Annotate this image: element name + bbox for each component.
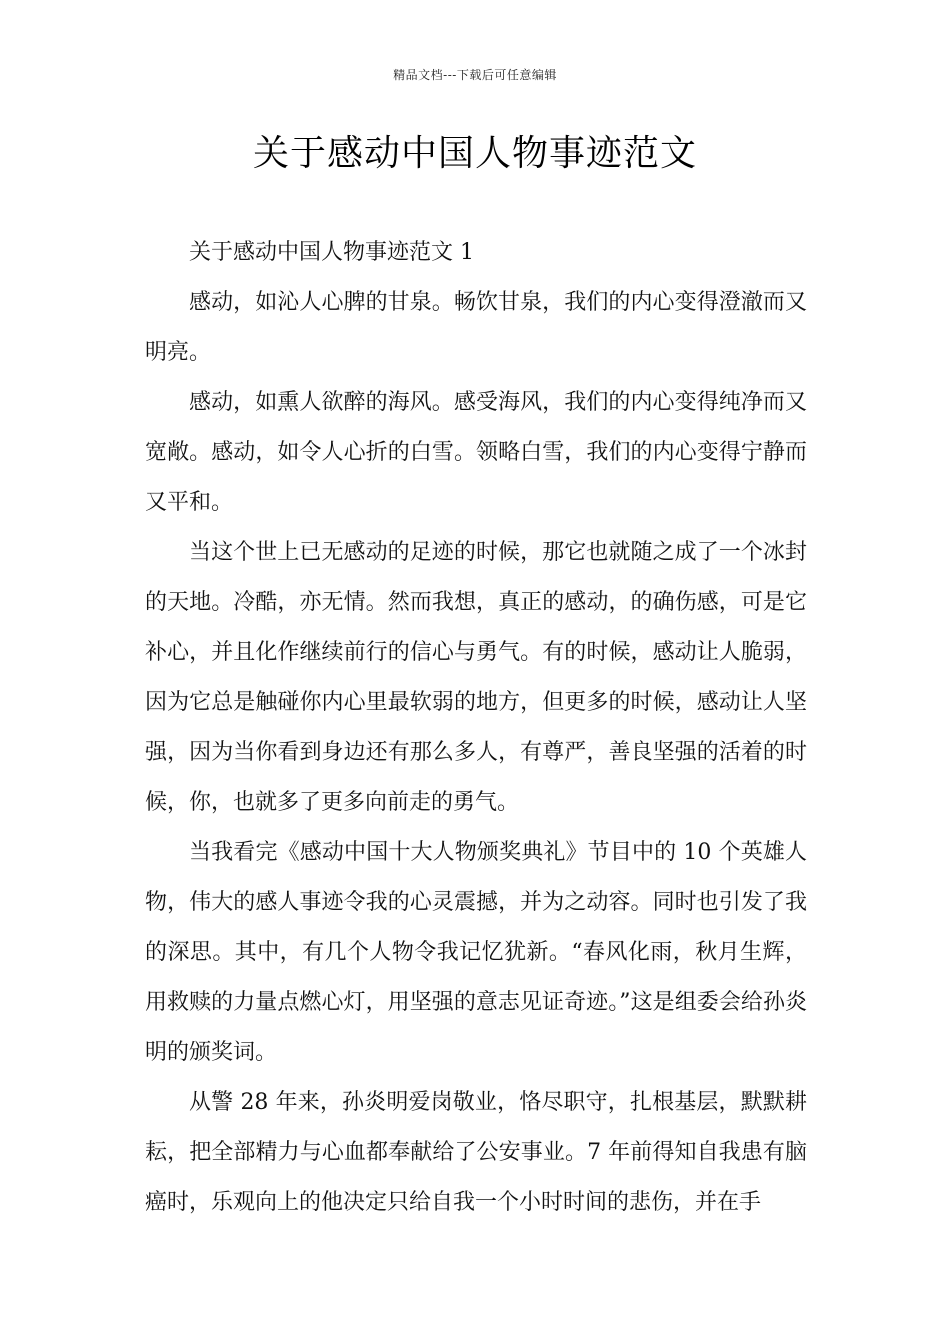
header-note: 精品文档---下载后可任意编辑 — [393, 68, 557, 82]
paragraph: 感动，如熏人欲醉的海风。感受海风，我们的内心变得纯净而又宽敞。感动，如令人心折的白雪。领略白雪，我们的内心变得宁静而又平和。 — [145, 390, 807, 515]
document-body — [145, 228, 807, 1228]
paragraph: 当这个世上已无感动的足迹的时候，那它也就随之成了一个冰封的天地。冷酷，亦无情。然而我想，真正的感动，的确伤感，可是它补心，并且化作继续前行的信心与勇气。有的时候，感动让人脆弱，因为它总是触碰你内心里最软弱的地方，但更多的时候，感动让人坚强，因为当你看到身边还有那么多人，有尊严，善良坚强的活着的时候，你，也就多了更多向前走的勇气。 — [145, 540, 807, 815]
page-title: 关于感动中国人物事迹范文 — [252, 133, 697, 174]
paragraph-subtitle: 关于感动中国人物事迹范文 1 — [189, 240, 474, 265]
paragraph: 从警 28 年来，孙炎明爱岗敬业，恪尽职守，扎根基层，默默耕耘，把全部精力与心血都奉献给了公安事业。7 年前得知自我患有脑癌时，乐观向上的他决定只给自我一个小时时间的悲伤，并在手 — [145, 1090, 807, 1215]
paragraph: 感动，如沁人心脾的甘泉。畅饮甘泉，我们的内心变得澄澈而又明亮。 — [145, 290, 807, 365]
paragraph: 当我看完《感动中国十大人物颁奖典礼》节目中的 10 个英雄人物，伟大的感人事迹令我的心灵震撼，并为之动容。同时也引发了我的深思。其中，有几个人物令我记忆犹新。“春风化雨，秋月生辉，用救赎的力量点燃心灯，用坚强的意志见证奇迹。”这是组委会给孙炎明的颁奖词。 — [145, 840, 807, 1065]
